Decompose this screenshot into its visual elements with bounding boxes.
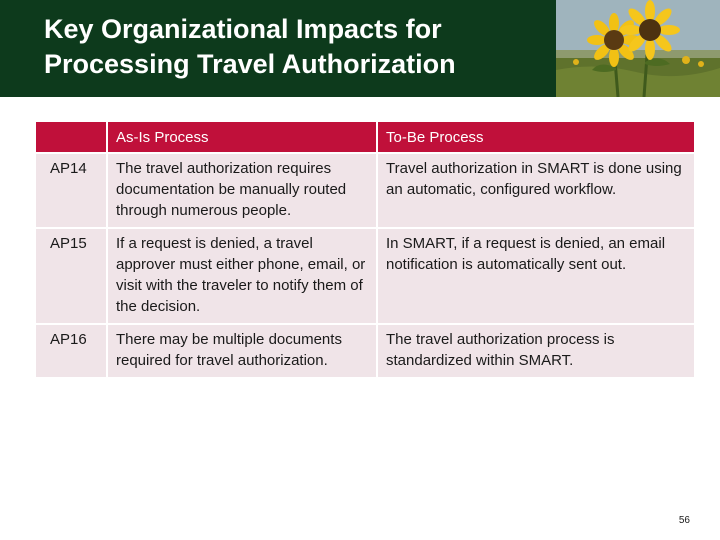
title-line-1: Key Organizational Impacts for [44, 14, 442, 44]
table-row [36, 153, 694, 228]
header-id [36, 122, 107, 153]
as-is-cell: If a request is denied, a travel approver must either phone, email, or visit with the traveler to notify them of the decision. [107, 228, 377, 324]
row-id: AP14 [36, 153, 107, 228]
row-id: AP15 [36, 228, 107, 324]
as-is-cell: The travel authorization requires documentation be manually routed through numerous people. [107, 153, 377, 228]
to-be-cell: In SMART, if a request is denied, an email notification is automatically sent out. [377, 228, 694, 324]
sunflower-illustration [556, 0, 720, 97]
table-row [36, 324, 694, 377]
header-as-is: As-Is Process [107, 122, 377, 153]
impacts-table [36, 122, 694, 377]
page-number: 56 [678, 515, 690, 526]
header-to-be: To-Be Process [377, 122, 694, 153]
title-line-2: Processing Travel Authorization [44, 49, 456, 79]
to-be-cell: Travel authorization in SMART is done using an automatic, configured workflow. [377, 153, 694, 228]
row-id: AP16 [36, 324, 107, 377]
table-row [36, 228, 694, 324]
slide-title [44, 12, 544, 82]
to-be-cell: The travel authorization process is standardized within SMART. [377, 324, 694, 377]
title-bar [0, 0, 720, 97]
as-is-cell: There may be multiple documents required for travel authorization. [107, 324, 377, 377]
table-header-row [36, 122, 694, 153]
sunflower-field-photo [556, 0, 720, 97]
